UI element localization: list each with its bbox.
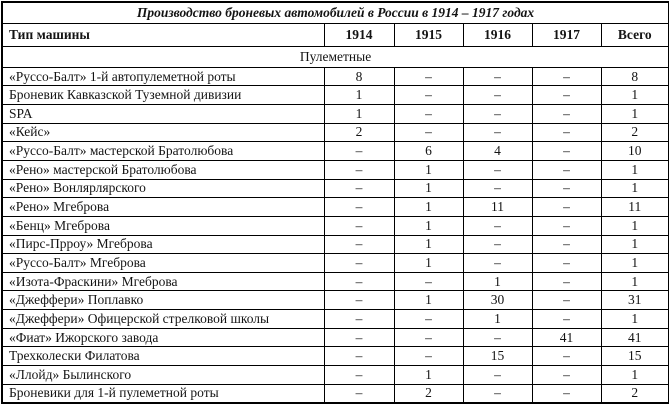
value-cell: 1 [601, 366, 669, 385]
table-row [2, 366, 669, 385]
value-cell: – [463, 105, 532, 124]
machine-type-cell: «Рено» Мгеброва [2, 198, 324, 217]
value-cell: 15 [463, 347, 532, 366]
machine-type-cell: «Руссо-Балт» 1-й автопулеметной роты [2, 67, 324, 86]
value-cell: 1 [463, 310, 532, 329]
value-cell: – [394, 67, 463, 86]
value-cell: – [532, 310, 601, 329]
value-cell: 1 [601, 254, 669, 273]
machine-type-cell: SPA [2, 105, 324, 124]
table-row [2, 142, 669, 161]
value-cell: 1 [394, 366, 463, 385]
value-cell: – [324, 272, 394, 291]
value-cell: – [463, 254, 532, 273]
table-row [2, 310, 669, 329]
value-cell: 31 [601, 291, 669, 310]
table-row [2, 272, 669, 291]
value-cell: – [463, 216, 532, 235]
value-cell: – [324, 310, 394, 329]
value-cell: – [532, 123, 601, 142]
value-cell: 1 [394, 254, 463, 273]
table-row [2, 384, 669, 403]
value-cell: – [532, 216, 601, 235]
table-title-row [2, 2, 669, 24]
value-cell: 1 [601, 105, 669, 124]
value-cell: 1 [324, 86, 394, 105]
value-cell: 1 [394, 216, 463, 235]
table-row [2, 328, 669, 347]
value-cell: – [463, 366, 532, 385]
value-cell: 1 [601, 179, 669, 198]
value-cell: 11 [601, 198, 669, 217]
value-cell: – [532, 347, 601, 366]
value-cell: – [324, 366, 394, 385]
value-cell: – [463, 328, 532, 347]
table-header-row [2, 24, 669, 47]
machine-type-cell: «Кейс» [2, 123, 324, 142]
value-cell: – [463, 179, 532, 198]
machine-type-cell: «Фиат» Ижорского завода [2, 328, 324, 347]
value-cell: 2 [601, 123, 669, 142]
value-cell: 11 [463, 198, 532, 217]
machine-type-cell: «Руссо-Балт» Мгеброва [2, 254, 324, 273]
value-cell: – [532, 142, 601, 161]
value-cell: – [532, 86, 601, 105]
column-header-total: Всего [601, 24, 669, 47]
value-cell: – [463, 235, 532, 254]
section-label: Пулеметные [2, 47, 669, 68]
value-cell: 2 [601, 384, 669, 403]
machine-type-cell: «Пирс-Прроу» Мгеброва [2, 235, 324, 254]
value-cell: – [532, 272, 601, 291]
table-row [2, 291, 669, 310]
value-cell: – [463, 160, 532, 179]
section-row [2, 47, 669, 68]
value-cell: – [324, 328, 394, 347]
machine-type-cell: «Джеффери» Поплавко [2, 291, 324, 310]
value-cell: 30 [463, 291, 532, 310]
value-cell: – [324, 160, 394, 179]
value-cell: 6 [394, 142, 463, 161]
value-cell: – [324, 142, 394, 161]
value-cell: 1 [601, 86, 669, 105]
table-row [2, 123, 669, 142]
value-cell: – [463, 67, 532, 86]
value-cell: – [532, 67, 601, 86]
table-row [2, 105, 669, 124]
column-header-type: Тип машины [2, 24, 324, 47]
value-cell: 8 [324, 67, 394, 86]
machine-type-cell: «Рено» мастерской Братолюбова [2, 160, 324, 179]
value-cell: 1 [601, 235, 669, 254]
machine-type-cell: «Рено» Вонлярлярского [2, 179, 324, 198]
value-cell: 1 [394, 198, 463, 217]
value-cell: – [532, 291, 601, 310]
value-cell: 1 [601, 272, 669, 291]
table-row [2, 160, 669, 179]
value-cell: – [324, 384, 394, 403]
value-cell: 2 [324, 123, 394, 142]
value-cell: – [532, 254, 601, 273]
machine-type-cell: Броневики для 1-й пулеметной роты [2, 384, 324, 403]
value-cell: – [394, 105, 463, 124]
value-cell: 41 [601, 328, 669, 347]
value-cell: 41 [532, 328, 601, 347]
table-row [2, 347, 669, 366]
machine-type-cell: «Джеффери» Офицерской стрелковой школы [2, 310, 324, 329]
value-cell: – [394, 272, 463, 291]
value-cell: – [532, 384, 601, 403]
value-cell: – [532, 160, 601, 179]
value-cell: – [532, 105, 601, 124]
value-cell: – [324, 198, 394, 217]
value-cell: – [532, 179, 601, 198]
value-cell: 1 [601, 160, 669, 179]
value-cell: – [324, 291, 394, 310]
value-cell: – [324, 347, 394, 366]
table-row [2, 67, 669, 86]
value-cell: – [394, 123, 463, 142]
column-header-1916: 1916 [463, 24, 532, 47]
column-header-1914: 1914 [324, 24, 394, 47]
value-cell: 1 [324, 105, 394, 124]
machine-type-cell: «Изота-Фраскини» Мгеброва [2, 272, 324, 291]
value-cell: – [394, 86, 463, 105]
machine-type-cell: Трехколески Филатова [2, 347, 324, 366]
value-cell: – [463, 86, 532, 105]
machine-type-cell: Броневик Кавказской Туземной дивизии [2, 86, 324, 105]
value-cell: 1 [394, 160, 463, 179]
value-cell: 1 [463, 272, 532, 291]
table-title: Производство броневых автомобилей в России в 1914 – 1917 годах [2, 2, 669, 24]
value-cell: – [324, 216, 394, 235]
value-cell: 1 [394, 235, 463, 254]
value-cell: 1 [394, 179, 463, 198]
value-cell: – [532, 198, 601, 217]
table-row [2, 235, 669, 254]
table-row [2, 198, 669, 217]
armored-car-production-table [1, 1, 669, 404]
value-cell: – [394, 347, 463, 366]
value-cell: – [324, 179, 394, 198]
value-cell: 1 [394, 291, 463, 310]
value-cell: – [324, 254, 394, 273]
value-cell: – [532, 366, 601, 385]
machine-type-cell: «Бенц» Мгеброва [2, 216, 324, 235]
value-cell: – [324, 235, 394, 254]
table-row [2, 179, 669, 198]
machine-type-cell: «Ллойд» Былинского [2, 366, 324, 385]
machine-type-cell: «Руссо-Балт» мастерской Братолюбова [2, 142, 324, 161]
value-cell: – [394, 328, 463, 347]
column-header-1915: 1915 [394, 24, 463, 47]
value-cell: – [463, 123, 532, 142]
value-cell: – [394, 310, 463, 329]
table-row [2, 216, 669, 235]
value-cell: 2 [394, 384, 463, 403]
value-cell: 15 [601, 347, 669, 366]
value-cell: – [463, 384, 532, 403]
value-cell: 1 [601, 216, 669, 235]
value-cell: 10 [601, 142, 669, 161]
table-row [2, 254, 669, 273]
table-row [2, 86, 669, 105]
value-cell: 4 [463, 142, 532, 161]
column-header-1917: 1917 [532, 24, 601, 47]
value-cell: – [532, 235, 601, 254]
value-cell: 1 [601, 310, 669, 329]
value-cell: 8 [601, 67, 669, 86]
